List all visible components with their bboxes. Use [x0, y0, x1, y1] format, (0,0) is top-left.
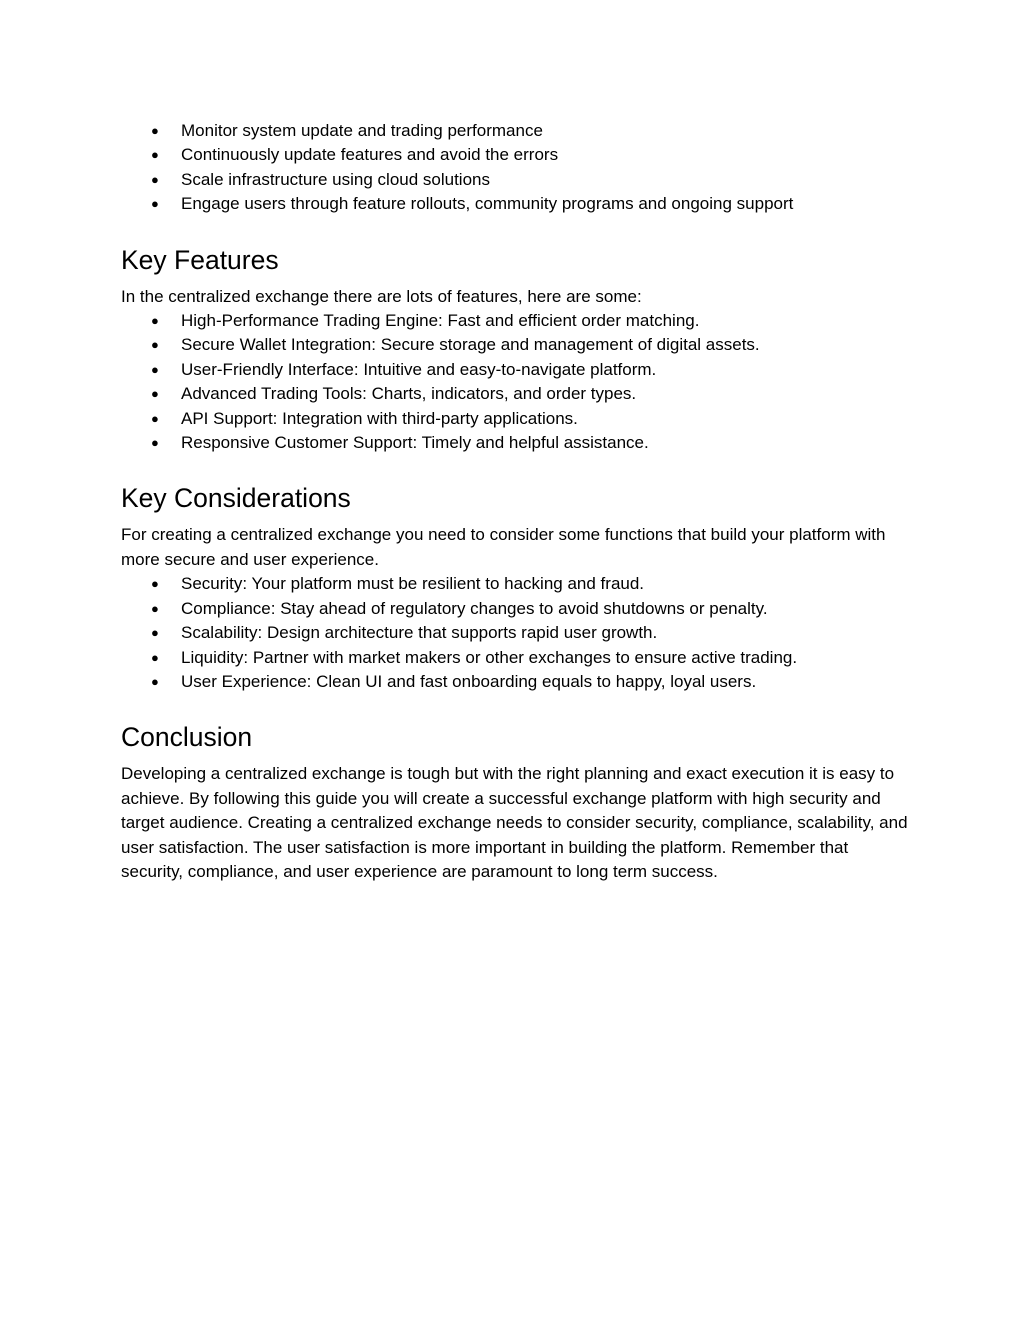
list-item: ● Engage users through feature rollouts, community programs and ongoing support	[121, 192, 911, 216]
key-considerations-heading: Key Considerations	[121, 483, 351, 514]
key-considerations-intro: For creating a centralized exchange you need to consider some functions that build your platform with more secure and user experience.	[121, 525, 886, 569]
bullet-icon: ●	[151, 625, 159, 641]
list-item: ● User Experience: Clean UI and fast onboarding equals to happy, loyal users.	[121, 670, 911, 694]
list-item: ● User-Friendly Interface: Intuitive and easy-to-navigate platform.	[121, 358, 911, 382]
bullet-icon: ●	[151, 196, 159, 212]
key-features-intro: In the centralized exchange there are lots of features, here are some:	[121, 286, 642, 306]
bullet-icon: ●	[151, 435, 159, 451]
bullet-icon: ●	[151, 361, 159, 377]
bullet-icon: ●	[151, 410, 159, 426]
list-item: ● Scalability: Design architecture that supports rapid user growth.	[121, 621, 911, 645]
list-item: ● Secure Wallet Integration: Secure storage and management of digital assets.	[121, 333, 911, 357]
bullet-icon: ●	[151, 147, 159, 163]
bullet-icon: ●	[151, 123, 159, 138]
bullet-icon: ●	[151, 386, 159, 402]
list-item: ● Compliance: Stay ahead of regulatory changes to avoid shutdowns or penalty.	[121, 597, 911, 621]
list-item: ● Liquidity: Partner with market makers or other exchanges to ensure active trading.	[121, 646, 911, 670]
bullet-icon: ●	[151, 649, 159, 665]
key-features-list	[121, 309, 911, 455]
bullet-icon: ●	[151, 337, 159, 353]
list-item: ● Advanced Trading Tools: Charts, indicators, and order types.	[121, 382, 911, 406]
bullet-icon: ●	[151, 600, 159, 616]
document-page	[121, 119, 911, 884]
key-considerations-list	[121, 572, 911, 694]
bullet-icon: ●	[151, 673, 159, 689]
key-features-heading: Key Features	[121, 244, 279, 275]
list-item: ● Scale infrastructure using cloud solutions	[121, 168, 911, 192]
list-item: ● Security: Your platform must be resilient to hacking and fraud.	[121, 572, 911, 596]
top-bullet-list	[121, 119, 911, 217]
bullet-icon: ●	[151, 171, 159, 187]
list-item: ● Responsive Customer Support: Timely and helpful assistance.	[121, 431, 911, 455]
conclusion-heading: Conclusion	[121, 722, 253, 753]
list-item: ● Continuously update features and avoid the errors	[121, 143, 911, 167]
bullet-icon: ●	[151, 313, 159, 329]
list-item: ● API Support: Integration with third-party applications.	[121, 407, 911, 431]
list-item: ● High-Performance Trading Engine: Fast and efficient order matching.	[121, 309, 911, 333]
bullet-icon: ●	[151, 576, 159, 592]
list-item: ● Monitor system update and trading performance	[121, 119, 911, 143]
conclusion-body: Developing a centralized exchange is tough but with the right planning and exact execution it is easy to achieve. By following this guide you will create a successful exchange platform with high security and target audience. Creating a centralized exchange needs to consider security, compliance, scalability, and user satisfaction. The user satisfaction is more important in building the platform. Remember that security, compliance, and user experience are paramount to long term success.	[121, 764, 908, 881]
